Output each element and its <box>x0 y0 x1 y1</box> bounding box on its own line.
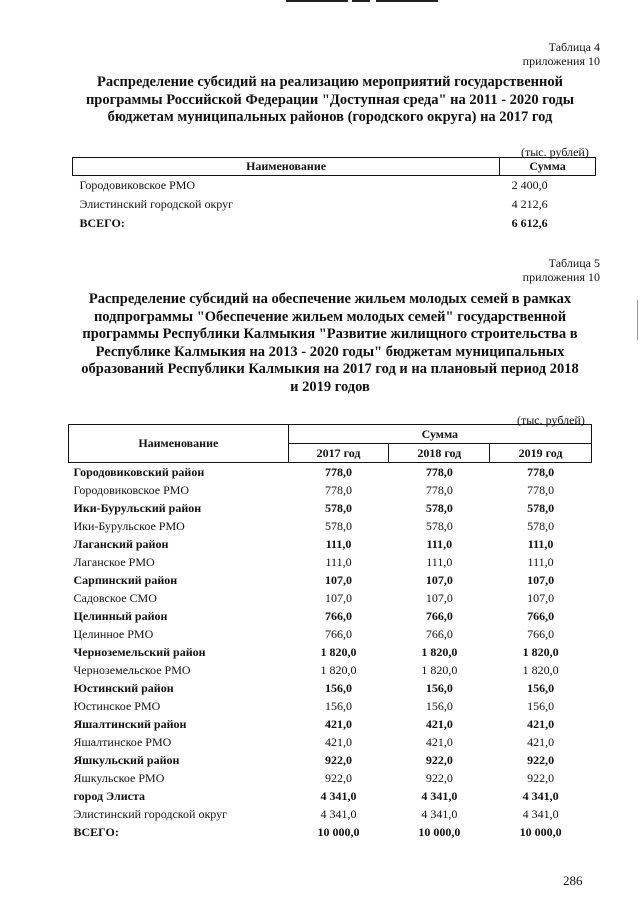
row-value: 111,0 <box>527 536 554 551</box>
row-value: 766,0 <box>425 608 453 623</box>
table-row <box>69 553 592 571</box>
table5-label: Таблица 5 <box>548 256 600 270</box>
row-value: 766,0 <box>425 626 453 641</box>
row-value: 111,0 <box>325 554 352 569</box>
row-name: Целинный район <box>73 608 168 623</box>
table-row-group <box>69 463 592 482</box>
row-value: 156,0 <box>425 680 453 695</box>
table4-header-row <box>73 158 596 176</box>
row-name: ВСЕГО: <box>79 216 125 230</box>
table5-caption <box>523 256 600 284</box>
table-row-group <box>69 679 592 697</box>
table5-header-year: 2018 год <box>389 444 490 463</box>
table-row <box>69 733 592 751</box>
row-value: 421,0 <box>425 734 453 749</box>
row-name: Ики-Бурульское РМО <box>73 518 185 533</box>
row-value: 778,0 <box>325 482 353 497</box>
row-value: 766,0 <box>325 626 353 641</box>
row-name: Городовиковское РМО <box>73 482 190 497</box>
row-value: 111,0 <box>426 554 453 569</box>
row-value: 1 820,0 <box>421 662 458 677</box>
row-value: 4 341,0 <box>320 806 357 821</box>
row-value: 1 820,0 <box>320 644 357 659</box>
table-row-group <box>69 571 592 589</box>
row-value: 421,0 <box>325 734 353 749</box>
table4-label: Таблица 4 <box>548 40 600 54</box>
row-value: 578,0 <box>325 518 353 533</box>
row-name: Черноземельский район <box>73 644 206 659</box>
table5-title-line: образований Республики Калмыкия на 2017 год и на плановый период 2018 <box>81 361 579 377</box>
row-name: Ики-Бурульский район <box>73 500 202 515</box>
table4-title-line: Распределение субсидий на реализацию мероприятий государственной <box>97 74 563 90</box>
row-value: 111,0 <box>325 536 352 551</box>
row-value: 4 341,0 <box>522 788 559 803</box>
table-row <box>69 697 592 715</box>
table-row-total <box>73 214 596 233</box>
row-name: Лаганское РМО <box>73 554 155 569</box>
row-value: 156,0 <box>527 698 555 713</box>
table5-title-line: подпрограммы "Обеспечение жильем молодых семей" государственной <box>93 308 567 325</box>
row-name: Элистинский городской округ <box>73 806 228 821</box>
page-number: 286 <box>563 873 583 888</box>
row-value: 107,0 <box>325 590 353 605</box>
row-name: Элистинский городской округ <box>79 197 234 211</box>
row-value: 766,0 <box>325 608 353 623</box>
row-value: 578,0 <box>325 500 353 515</box>
table-row-group <box>69 715 592 733</box>
row-value: 922,0 <box>425 770 453 785</box>
table-row-group <box>69 643 592 661</box>
row-name: Юстинское РМО <box>73 698 161 713</box>
row-value: 922,0 <box>325 752 353 767</box>
table-row <box>69 589 592 607</box>
scan-artifact-top <box>0 0 640 4</box>
row-value: 421,0 <box>325 716 353 731</box>
row-name: Яшкульское РМО <box>73 770 165 785</box>
row-name: Городовиковский район <box>73 464 205 479</box>
table5-title-line: Республике Калмыкия на 2013 - 2020 годы" бюджетам муниципальных <box>95 343 565 360</box>
table5 <box>68 424 592 841</box>
table-row <box>69 517 592 535</box>
table4-header-sum: Сумма <box>500 158 596 176</box>
row-name: Сарпинский район <box>73 572 178 587</box>
row-name: Целинное РМО <box>73 626 154 641</box>
row-value: 156,0 <box>325 680 353 695</box>
row-name: Городовиковское РМО <box>79 178 196 192</box>
table5-sublabel: приложения 10 <box>522 270 600 284</box>
row-value: 156,0 <box>325 698 353 713</box>
table5-unit: (тыс. рублей) <box>517 413 585 427</box>
table-row <box>69 769 592 787</box>
row-value: 778,0 <box>527 482 555 497</box>
row-value: 578,0 <box>527 500 555 515</box>
row-value: 922,0 <box>325 770 353 785</box>
scan-edge-mark <box>637 300 638 340</box>
table-row <box>69 481 592 499</box>
row-value: 421,0 <box>527 716 555 731</box>
row-value: 111,0 <box>527 554 554 569</box>
row-value: 4 212,6 <box>511 197 548 211</box>
table4-unit: (тыс. рублей) <box>521 145 589 159</box>
row-value: 766,0 <box>527 626 555 641</box>
row-value: 922,0 <box>527 770 555 785</box>
row-value: 10 000,0 <box>317 824 360 839</box>
table4-title <box>60 74 600 127</box>
row-value: 1 820,0 <box>320 662 357 677</box>
table-row <box>73 195 596 214</box>
table-row-group <box>69 823 592 841</box>
row-value: 2 400,0 <box>511 178 548 192</box>
row-value: 10 000,0 <box>418 824 461 839</box>
row-name: Юстинский район <box>73 680 174 695</box>
row-name: Яшалтинский район <box>73 716 187 731</box>
table4-sublabel: приложения 10 <box>522 54 600 68</box>
table-row <box>69 625 592 643</box>
table5-header-year: 2019 год <box>490 444 592 463</box>
row-value: 10 000,0 <box>519 824 562 839</box>
row-value: 578,0 <box>425 518 453 533</box>
row-value: 578,0 <box>425 500 453 515</box>
row-value: 421,0 <box>527 734 555 749</box>
table4-title-line: программы Российской Федерации "Доступная среда" на 2011 - 2020 годы <box>85 91 575 108</box>
table5-header-name: Наименование <box>69 425 289 463</box>
table-row <box>73 176 596 196</box>
table5-body <box>69 463 592 842</box>
table-row <box>69 805 592 823</box>
row-value: 1 820,0 <box>522 662 559 677</box>
row-value: 421,0 <box>425 716 453 731</box>
table4-caption <box>523 40 600 68</box>
table-row <box>69 661 592 679</box>
row-value: 766,0 <box>527 608 555 623</box>
table5-title-line: и 2019 годов <box>290 378 370 395</box>
table4-header-name: Наименование <box>73 158 500 176</box>
row-value: 778,0 <box>425 464 453 479</box>
row-value: 778,0 <box>527 464 555 479</box>
row-value: 4 341,0 <box>421 788 458 803</box>
row-value: 4 341,0 <box>320 788 357 803</box>
row-name: Яшкульский район <box>73 752 180 767</box>
row-name: Лаганский район <box>73 536 169 551</box>
table5-header-sum: Сумма <box>288 425 591 444</box>
row-value: 778,0 <box>425 482 453 497</box>
row-name: Яшалтинское РМО <box>73 734 172 749</box>
row-value: 107,0 <box>425 572 453 587</box>
table5-title-line: программы Республики Калмыкия "Развитие жилищного строительства в <box>82 326 578 342</box>
table-row-group <box>69 787 592 805</box>
table5-header-row <box>69 425 592 444</box>
row-value: 4 341,0 <box>522 806 559 821</box>
table5-header-year: 2017 год <box>288 444 389 463</box>
table-row-group <box>69 751 592 769</box>
table5-title-line: Распределение субсидий на обеспечение жильем молодых семей в рамках <box>88 291 572 307</box>
row-name: город Элиста <box>73 788 146 803</box>
table-row-group <box>69 499 592 517</box>
row-value: 156,0 <box>425 698 453 713</box>
row-value: 778,0 <box>325 464 353 479</box>
row-value: 4 341,0 <box>421 806 458 821</box>
table4-title-line: бюджетам муниципальных районов (городского округа) на 2017 год <box>107 109 553 125</box>
row-value: 111,0 <box>426 536 453 551</box>
row-value: 578,0 <box>527 518 555 533</box>
table4 <box>72 157 596 233</box>
row-value: 1 820,0 <box>522 644 559 659</box>
row-name: Черноземельское РМО <box>73 662 191 677</box>
table-row-group <box>69 535 592 553</box>
table-row-group <box>69 607 592 625</box>
row-value: 156,0 <box>527 680 555 695</box>
row-value: 107,0 <box>527 590 555 605</box>
row-value: 107,0 <box>425 590 453 605</box>
row-name: Садовское СМО <box>73 590 157 605</box>
row-value: 107,0 <box>325 572 353 587</box>
row-value: 922,0 <box>425 752 453 767</box>
row-value: 107,0 <box>527 572 555 587</box>
row-value: 922,0 <box>527 752 555 767</box>
row-value: 1 820,0 <box>421 644 458 659</box>
table5-title <box>55 291 605 396</box>
row-value: 6 612,6 <box>511 216 548 230</box>
row-name: ВСЕГО: <box>73 824 119 839</box>
